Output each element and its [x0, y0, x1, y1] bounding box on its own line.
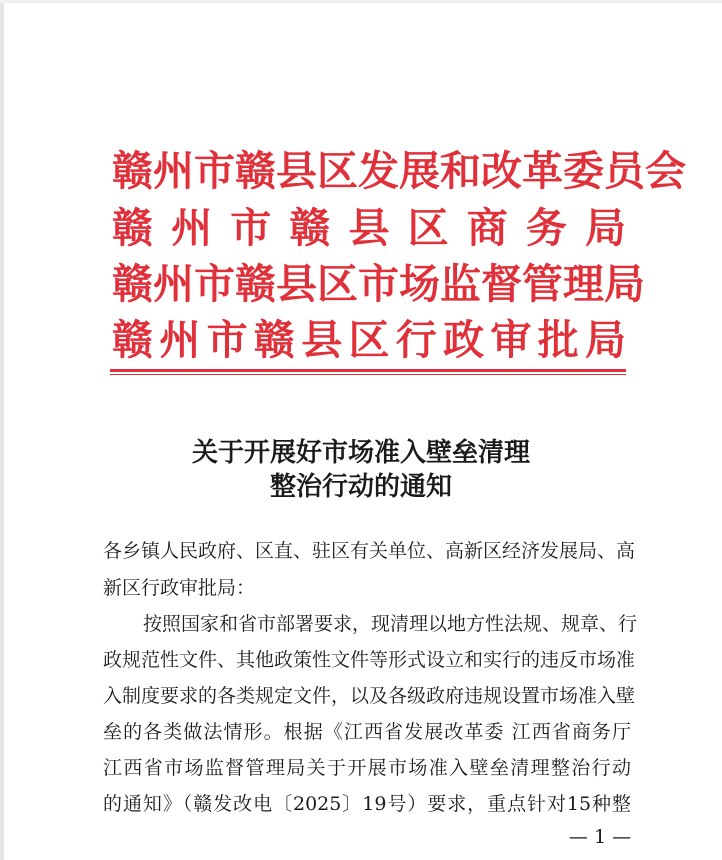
paragraph-line-3: 入制度要求的各类规定文件，以及各级政府违规设置市场准入壁	[103, 685, 636, 707]
paragraph-line-5: 江西省市场监督管理局关于开展市场准入壁垒清理整治行动	[103, 757, 631, 779]
title-line-2: 整治行动的通知	[269, 472, 452, 502]
red-separator-thick	[110, 369, 626, 372]
header-agency-3: 赣州市赣县区市场监督管理局	[112, 260, 645, 308]
page-left-edge	[0, 0, 4, 860]
header-agency-4: 赣州市赣县区行政审批局	[112, 316, 626, 364]
page-top-edge	[0, 0, 722, 3]
addressee-line-1: 各乡镇人民政府、区直、驻区有关单位、高新区经济发展局、高	[103, 540, 636, 562]
paragraph-line-1: 按照国家和省市部署要求，现清理以地方性法规、规章、行	[143, 613, 638, 635]
header-agency-2: 赣州市赣县区商务局	[112, 204, 626, 252]
paragraph-line-6: 的通知》（赣发改电〔2025〕19号）要求，重点针对15种整	[103, 793, 631, 815]
title-line-1: 关于开展好市场准入壁垒清理	[191, 438, 530, 468]
page-number: — 1 —	[568, 826, 632, 848]
addressee-line-2: 新区行政审批局：	[103, 577, 256, 599]
paragraph-line-2: 政规范性文件、其他政策性文件等形式设立和实行的违反市场准	[103, 649, 636, 671]
header-agency-1: 赣州市赣县区发展和改革委员会	[112, 147, 686, 195]
red-separator-thin	[110, 374, 626, 375]
paragraph-line-4: 垒的各类做法情形。根据《江西省发展改革委 江西省商务厅	[103, 721, 631, 743]
